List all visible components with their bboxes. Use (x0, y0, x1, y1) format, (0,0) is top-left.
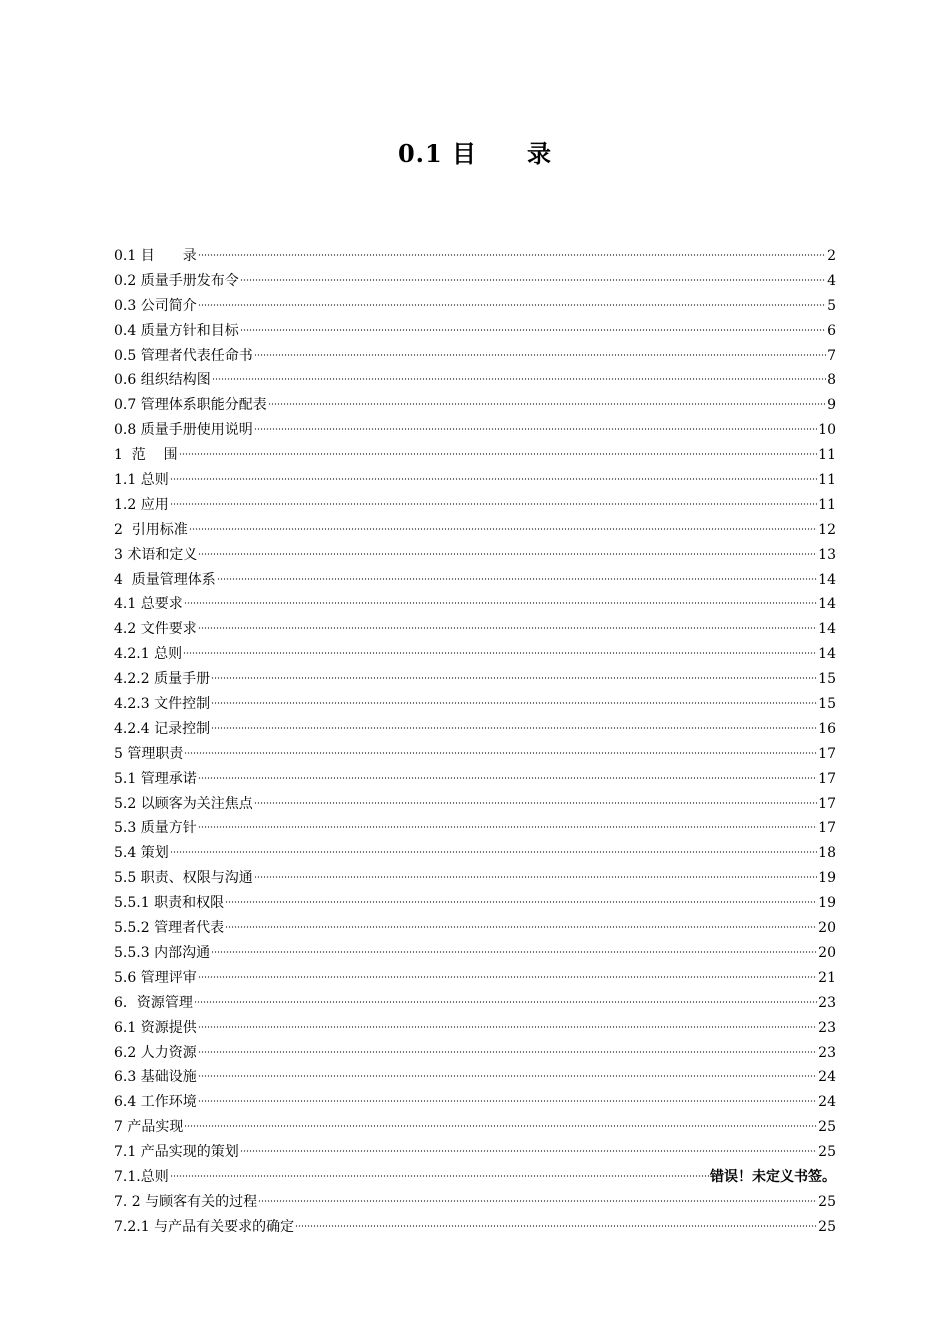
toc-entry-label: 0.8 质量手册使用说明 (114, 422, 253, 439)
toc-entry-page-number: 20 (818, 920, 836, 937)
toc-entry[interactable] (114, 568, 836, 593)
toc-entry[interactable] (114, 866, 836, 891)
toc-entry-page-number: 2 (827, 248, 836, 264)
toc-entry-label: 6.1 资源提供 (114, 1019, 197, 1036)
toc-entry-page-number: 17 (818, 795, 836, 812)
toc-entry-label: 1 范 围 (114, 447, 178, 464)
toc-entry-label: 5.5.2 管理者代表 (114, 920, 225, 937)
toc-entry[interactable] (114, 344, 836, 369)
toc-dot-leader (254, 802, 817, 804)
toc-entry-page-number: 14 (818, 646, 836, 663)
toc-entry-label: 5.4 策划 (114, 845, 169, 862)
toc-entry-label: 6．资源管理 (114, 994, 193, 1011)
toc-dot-leader (225, 901, 817, 903)
toc-dot-leader (258, 1200, 817, 1202)
toc-entry-label: 5.3 质量方针 (114, 820, 197, 837)
toc-dot-leader (184, 602, 817, 604)
toc-entry-label: 7. 2 与顾客有关的过程 (114, 1193, 258, 1210)
toc-entry[interactable] (114, 1016, 836, 1041)
toc-entry-page-number: 17 (818, 820, 836, 837)
toc-entry-page-number: 4 (827, 272, 836, 289)
toc-dot-leader (198, 777, 817, 779)
toc-entry[interactable] (114, 816, 836, 841)
toc-entry-label: 7.2.1 与产品有关要求的确定 (114, 1218, 295, 1235)
toc-entry-page-number: 25 (818, 1218, 836, 1235)
toc-dot-leader (198, 976, 817, 978)
toc-entry-label: 4.2.4 记录控制 (114, 720, 211, 737)
toc-entry-label: 5.5.1 职责和权限 (114, 895, 225, 912)
toc-entry-page-number: 11 (818, 496, 836, 513)
toc-entry-label: 5.6 管理评审 (114, 969, 197, 986)
toc-entry-label: 5.1 管理承诺 (114, 770, 197, 787)
toc-entry-page-number: 10 (818, 422, 836, 439)
toc-dot-leader (184, 1125, 817, 1127)
toc-entry-label: 0.1 目 录 (114, 248, 197, 264)
toc-entry[interactable] (114, 1041, 836, 1066)
toc-entry-page-number: 14 (818, 621, 836, 638)
toc-entry-page-number: 14 (818, 571, 836, 588)
toc-entry-page-number: 15 (818, 671, 836, 688)
toc-entry-label: 0.3 公司简介 (114, 297, 197, 314)
toc-entry[interactable] (114, 991, 836, 1016)
toc-dot-leader (240, 1150, 817, 1152)
toc-dot-leader (211, 677, 817, 679)
toc-entry-page-number: 15 (818, 696, 836, 713)
toc-entry[interactable] (114, 1190, 836, 1215)
toc-entry-error-message: 错误！未定义书签。 (710, 1168, 836, 1185)
toc-entry-page-number: 9 (827, 397, 836, 414)
toc-dot-leader (179, 453, 818, 455)
toc-entry-page-number: 24 (818, 1069, 836, 1086)
toc-entry-page-number: 25 (818, 1144, 836, 1161)
toc-entry-page-number: 13 (818, 546, 836, 563)
toc-dot-leader (254, 354, 826, 356)
toc-entry[interactable] (114, 642, 836, 667)
toc-dot-leader (198, 553, 817, 555)
toc-dot-leader (170, 503, 817, 505)
toc-dot-leader (211, 951, 817, 953)
toc-entry-page-number: 17 (818, 770, 836, 787)
toc-entry-page-number: 23 (818, 1044, 836, 1061)
toc-entry-page-number: 14 (818, 596, 836, 613)
toc-entry[interactable] (114, 493, 836, 518)
toc-entry[interactable] (114, 543, 836, 568)
toc-entry-page-number: 11 (818, 447, 836, 464)
toc-entry[interactable] (114, 1065, 836, 1090)
toc-entry[interactable] (114, 1115, 836, 1140)
toc-entry-label: 5.5 职责、权限与沟通 (114, 870, 253, 887)
toc-entry-label: 5 管理职责 (114, 745, 184, 762)
toc-entry[interactable] (114, 244, 836, 269)
toc-entry[interactable] (114, 792, 836, 817)
toc-entry-label: 0.5 管理者代表任命书 (114, 347, 253, 364)
toc-entry-label: 4 质量管理体系 (114, 571, 216, 588)
page-title: 0.1 目 录 (397, 139, 553, 168)
toc-entry-label: 7.1 产品实现的策划 (114, 1144, 239, 1161)
toc-dot-leader (217, 578, 817, 580)
toc-entry[interactable] (114, 891, 836, 916)
toc-entry[interactable] (114, 667, 836, 692)
toc-entry[interactable] (114, 269, 836, 294)
toc-entry-label: 0.6 组织结构图 (114, 372, 211, 389)
toc-entry-page-number: 25 (818, 1119, 836, 1136)
toc-entry-label: 1.2 应用 (114, 496, 169, 513)
toc-entry[interactable] (114, 1215, 836, 1240)
toc-entry[interactable] (114, 617, 836, 642)
toc-entry[interactable] (114, 592, 836, 617)
toc-entry[interactable] (114, 1165, 836, 1190)
toc-entry-label: 5.5.3 内部沟通 (114, 944, 211, 961)
toc-entry[interactable] (114, 941, 836, 966)
toc-entry-label: 4.2.1 总则 (114, 646, 183, 663)
toc-dot-leader (212, 378, 826, 380)
toc-entry[interactable] (114, 841, 836, 866)
toc-entry[interactable] (114, 1140, 836, 1165)
table-of-contents (114, 244, 836, 1240)
toc-entry[interactable] (114, 294, 836, 319)
toc-entry-page-number: 16 (818, 720, 836, 737)
toc-entry-page-number: 20 (818, 944, 836, 961)
toc-entry[interactable] (114, 468, 836, 493)
toc-entry-label: 5.2 以顾客为关注焦点 (114, 795, 253, 812)
toc-dot-leader (184, 752, 817, 754)
toc-entry-label: 2 引用标准 (114, 521, 188, 538)
toc-entry-label: 1.1 总则 (114, 472, 169, 489)
toc-entry-label: 0.4 质量方针和目标 (114, 322, 239, 339)
toc-entry-label: 6.2 人力资源 (114, 1044, 197, 1061)
toc-entry-label: 7.1.总则 (114, 1168, 169, 1185)
toc-entry-label: 3 术语和定义 (114, 546, 198, 563)
toc-entry[interactable] (114, 319, 836, 344)
toc-entry-label: 0.2 质量手册发布令 (114, 272, 239, 289)
toc-dot-leader (198, 1051, 817, 1053)
toc-dot-leader (170, 478, 817, 480)
toc-entry[interactable] (114, 692, 836, 717)
toc-entry-page-number: 6 (827, 322, 836, 339)
toc-dot-leader (198, 1100, 817, 1102)
toc-entry-label: 7 产品实现 (114, 1119, 184, 1136)
toc-entry-page-number: 8 (827, 372, 836, 389)
toc-entry-page-number: 21 (818, 969, 836, 986)
toc-dot-leader (198, 304, 826, 306)
toc-entry-page-number: 25 (818, 1193, 836, 1210)
toc-entry-label: 0.7 管理体系职能分配表 (114, 397, 267, 414)
toc-dot-leader (198, 826, 817, 828)
toc-entry-label: 4.2.3 文件控制 (114, 696, 211, 713)
toc-entry-page-number: 19 (818, 870, 836, 887)
toc-entry-label: 6.4 工作环境 (114, 1094, 197, 1111)
toc-entry[interactable] (114, 717, 836, 742)
toc-dot-leader (198, 254, 826, 256)
toc-dot-leader (240, 279, 826, 281)
toc-entry[interactable] (114, 393, 836, 418)
toc-entry[interactable] (114, 767, 836, 792)
toc-dot-leader (170, 1175, 709, 1177)
toc-entry-page-number: 12 (818, 521, 836, 538)
toc-entry-label: 6.3 基础设施 (114, 1069, 197, 1086)
toc-entry-page-number: 24 (818, 1094, 836, 1111)
toc-dot-leader (198, 627, 817, 629)
toc-dot-leader (183, 652, 817, 654)
toc-entry-label: 4.2 文件要求 (114, 621, 197, 638)
toc-entry[interactable] (114, 966, 836, 991)
toc-entry-page-number: 19 (818, 895, 836, 912)
toc-entry[interactable] (114, 443, 836, 468)
toc-entry[interactable] (114, 418, 836, 443)
toc-dot-leader (211, 702, 817, 704)
toc-entry-page-number: 18 (818, 845, 836, 862)
toc-dot-leader (170, 851, 817, 853)
toc-dot-leader (198, 1026, 817, 1028)
toc-dot-leader (225, 926, 817, 928)
toc-entry[interactable] (114, 742, 836, 767)
toc-entry-label: 4.1 总要求 (114, 596, 183, 613)
toc-dot-leader (198, 1075, 817, 1077)
toc-entry-page-number: 5 (827, 297, 836, 314)
toc-entry-page-number: 11 (818, 472, 836, 489)
toc-entry-label: 4.2.2 质量手册 (114, 671, 211, 688)
toc-entry[interactable] (114, 1090, 836, 1115)
toc-entry[interactable] (114, 518, 836, 543)
toc-dot-leader (240, 329, 826, 331)
toc-dot-leader (211, 727, 817, 729)
toc-dot-leader (268, 403, 826, 405)
toc-entry[interactable] (114, 368, 836, 393)
toc-dot-leader (295, 1225, 817, 1227)
toc-dot-leader (189, 528, 817, 530)
toc-dot-leader (254, 876, 817, 878)
toc-dot-leader (254, 428, 817, 430)
toc-entry-page-number: 23 (818, 994, 836, 1011)
toc-entry[interactable] (114, 916, 836, 941)
toc-entry-page-number: 7 (827, 347, 836, 364)
toc-entry-page-number: 17 (818, 745, 836, 762)
toc-dot-leader (194, 1001, 817, 1003)
toc-entry-page-number: 23 (818, 1019, 836, 1036)
